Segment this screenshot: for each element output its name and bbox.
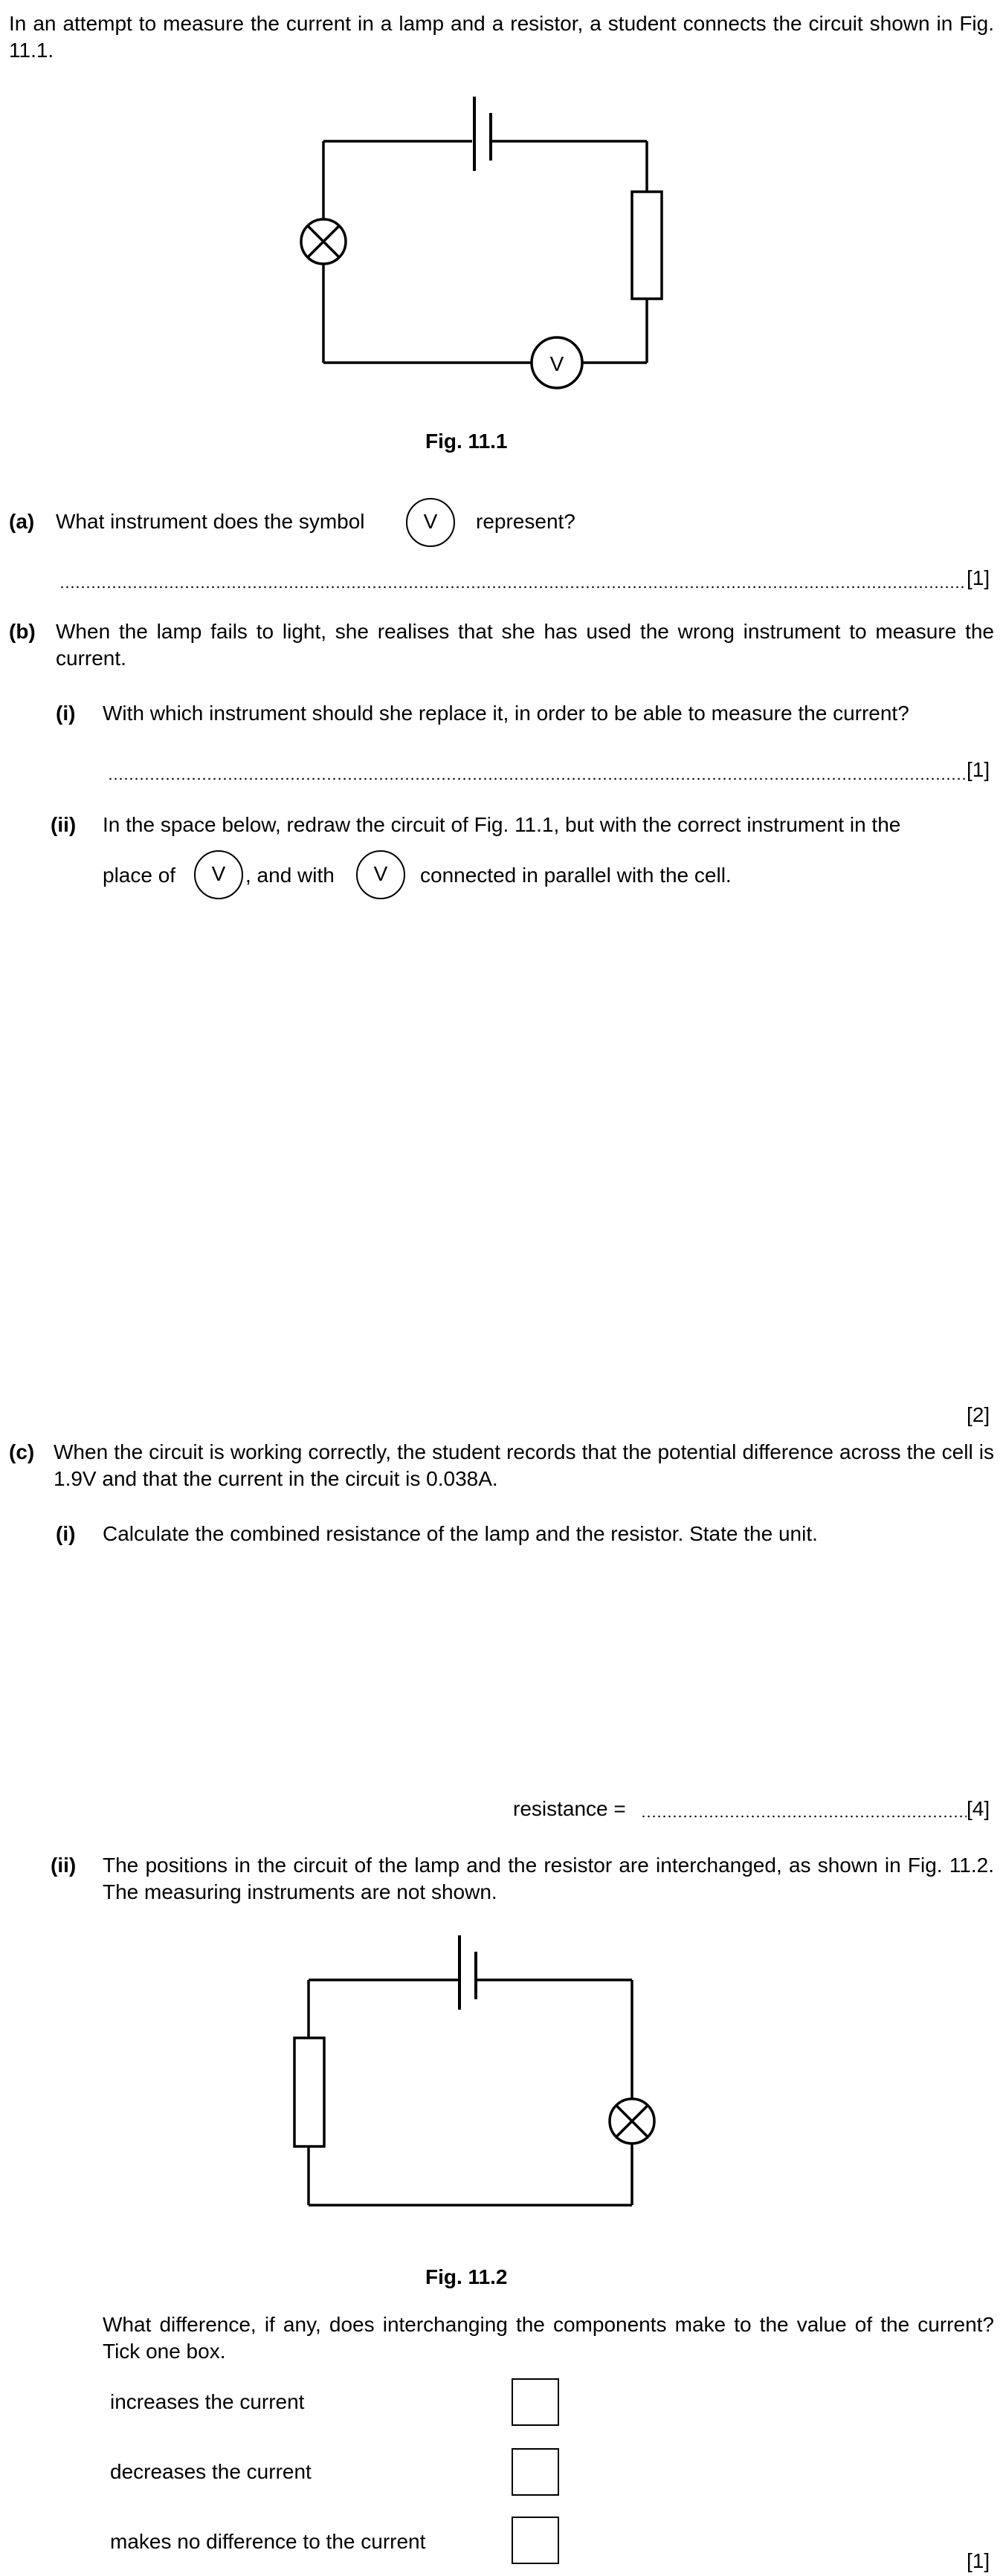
answer-line-b-i[interactable]: [108, 777, 967, 780]
circuit-diagram-fig-11-2: [290, 1926, 662, 2224]
part-c-ii-question: What difference, if any, does interchanging the components make to the value of the current? Tick one box.: [103, 2313, 994, 2363]
part-c-label: (c): [9, 1440, 35, 1463]
resistance-answer-label: resistance =: [513, 1797, 626, 1820]
tick-box-decreases[interactable]: [512, 2448, 559, 2496]
part-a-marks: [1]: [967, 566, 990, 589]
part-a-question-before: What instrument does the symbol: [56, 510, 365, 533]
part-b-ii-marks: [2]: [967, 1403, 990, 1426]
part-a-label: (a): [9, 510, 35, 533]
option-decreases-label: decreases the current: [110, 2460, 312, 2483]
part-a-question-after: represent?: [476, 510, 575, 533]
intro-text: In an attempt to measure the current in a lamp and a resistor, a student connects the circuit shown in Fig. 11.1.: [9, 12, 994, 62]
tick-box-increases[interactable]: [512, 2378, 559, 2426]
working-space-c-i[interactable]: [103, 1561, 958, 1784]
part-b-i-label: (i): [56, 702, 76, 725]
fig-11-1-caption: Fig. 11.1: [425, 430, 508, 453]
part-c-i-text: Calculate the combined resistance of the lamp and the resistor. State the unit.: [103, 1522, 818, 1545]
tick-box-no-difference[interactable]: [512, 2517, 559, 2564]
drawing-space-b-ii[interactable]: [103, 907, 958, 1382]
part-c-ii-marks: [1]: [967, 2549, 990, 2572]
part-b-text: When the lamp fails to light, she realises that she has used the wrong instrument to measure the current.: [56, 620, 994, 670]
part-b-ii-label: (ii): [51, 813, 77, 836]
part-b-i-text: With which instrument should she replace it, in order to be able to measure the current?: [103, 702, 909, 725]
resistance-answer-line[interactable]: [641, 1815, 967, 1818]
voltmeter-symbol-inline: V: [406, 498, 455, 547]
part-b-ii-line2-a: place of: [103, 864, 176, 887]
part-b-ii-line1: In the space below, redraw the circuit of Fig. 11.1, but with the correct instrument in the: [103, 813, 901, 836]
part-c-i-marks: [4]: [967, 1797, 990, 1820]
option-no-difference-label: makes no difference to the current: [110, 2530, 426, 2553]
voltmeter-symbol-inline-2: V: [194, 850, 243, 899]
part-c-ii-text: The positions in the circuit of the lamp and the resistor are interchanged, as shown in Fig. 11.2. The measuring instruments are not shown.: [103, 1854, 994, 1903]
part-b-label: (b): [9, 620, 36, 643]
part-b-ii-line2-c: connected in parallel with the cell.: [420, 864, 732, 887]
part-c-i-label: (i): [56, 1522, 76, 1545]
circuit-diagram-fig-11-1: [283, 88, 669, 400]
fig-11-2-caption: Fig. 11.2: [425, 2265, 508, 2288]
part-c-ii-label: (ii): [51, 1854, 77, 1877]
part-b-ii-line2-b: , and with: [245, 864, 335, 887]
answer-line-a[interactable]: [59, 586, 967, 589]
option-increases-label: increases the current: [110, 2390, 305, 2413]
part-c-text: When the circuit is working correctly, the student records that the potential difference across the cell is 1.9V and that the current in the circuit is 0.038A.: [54, 1440, 994, 1490]
part-b-i-marks: [1]: [967, 758, 990, 781]
voltmeter-symbol-inline-3: V: [356, 850, 405, 899]
fig1-meter-label: V: [549, 352, 564, 375]
